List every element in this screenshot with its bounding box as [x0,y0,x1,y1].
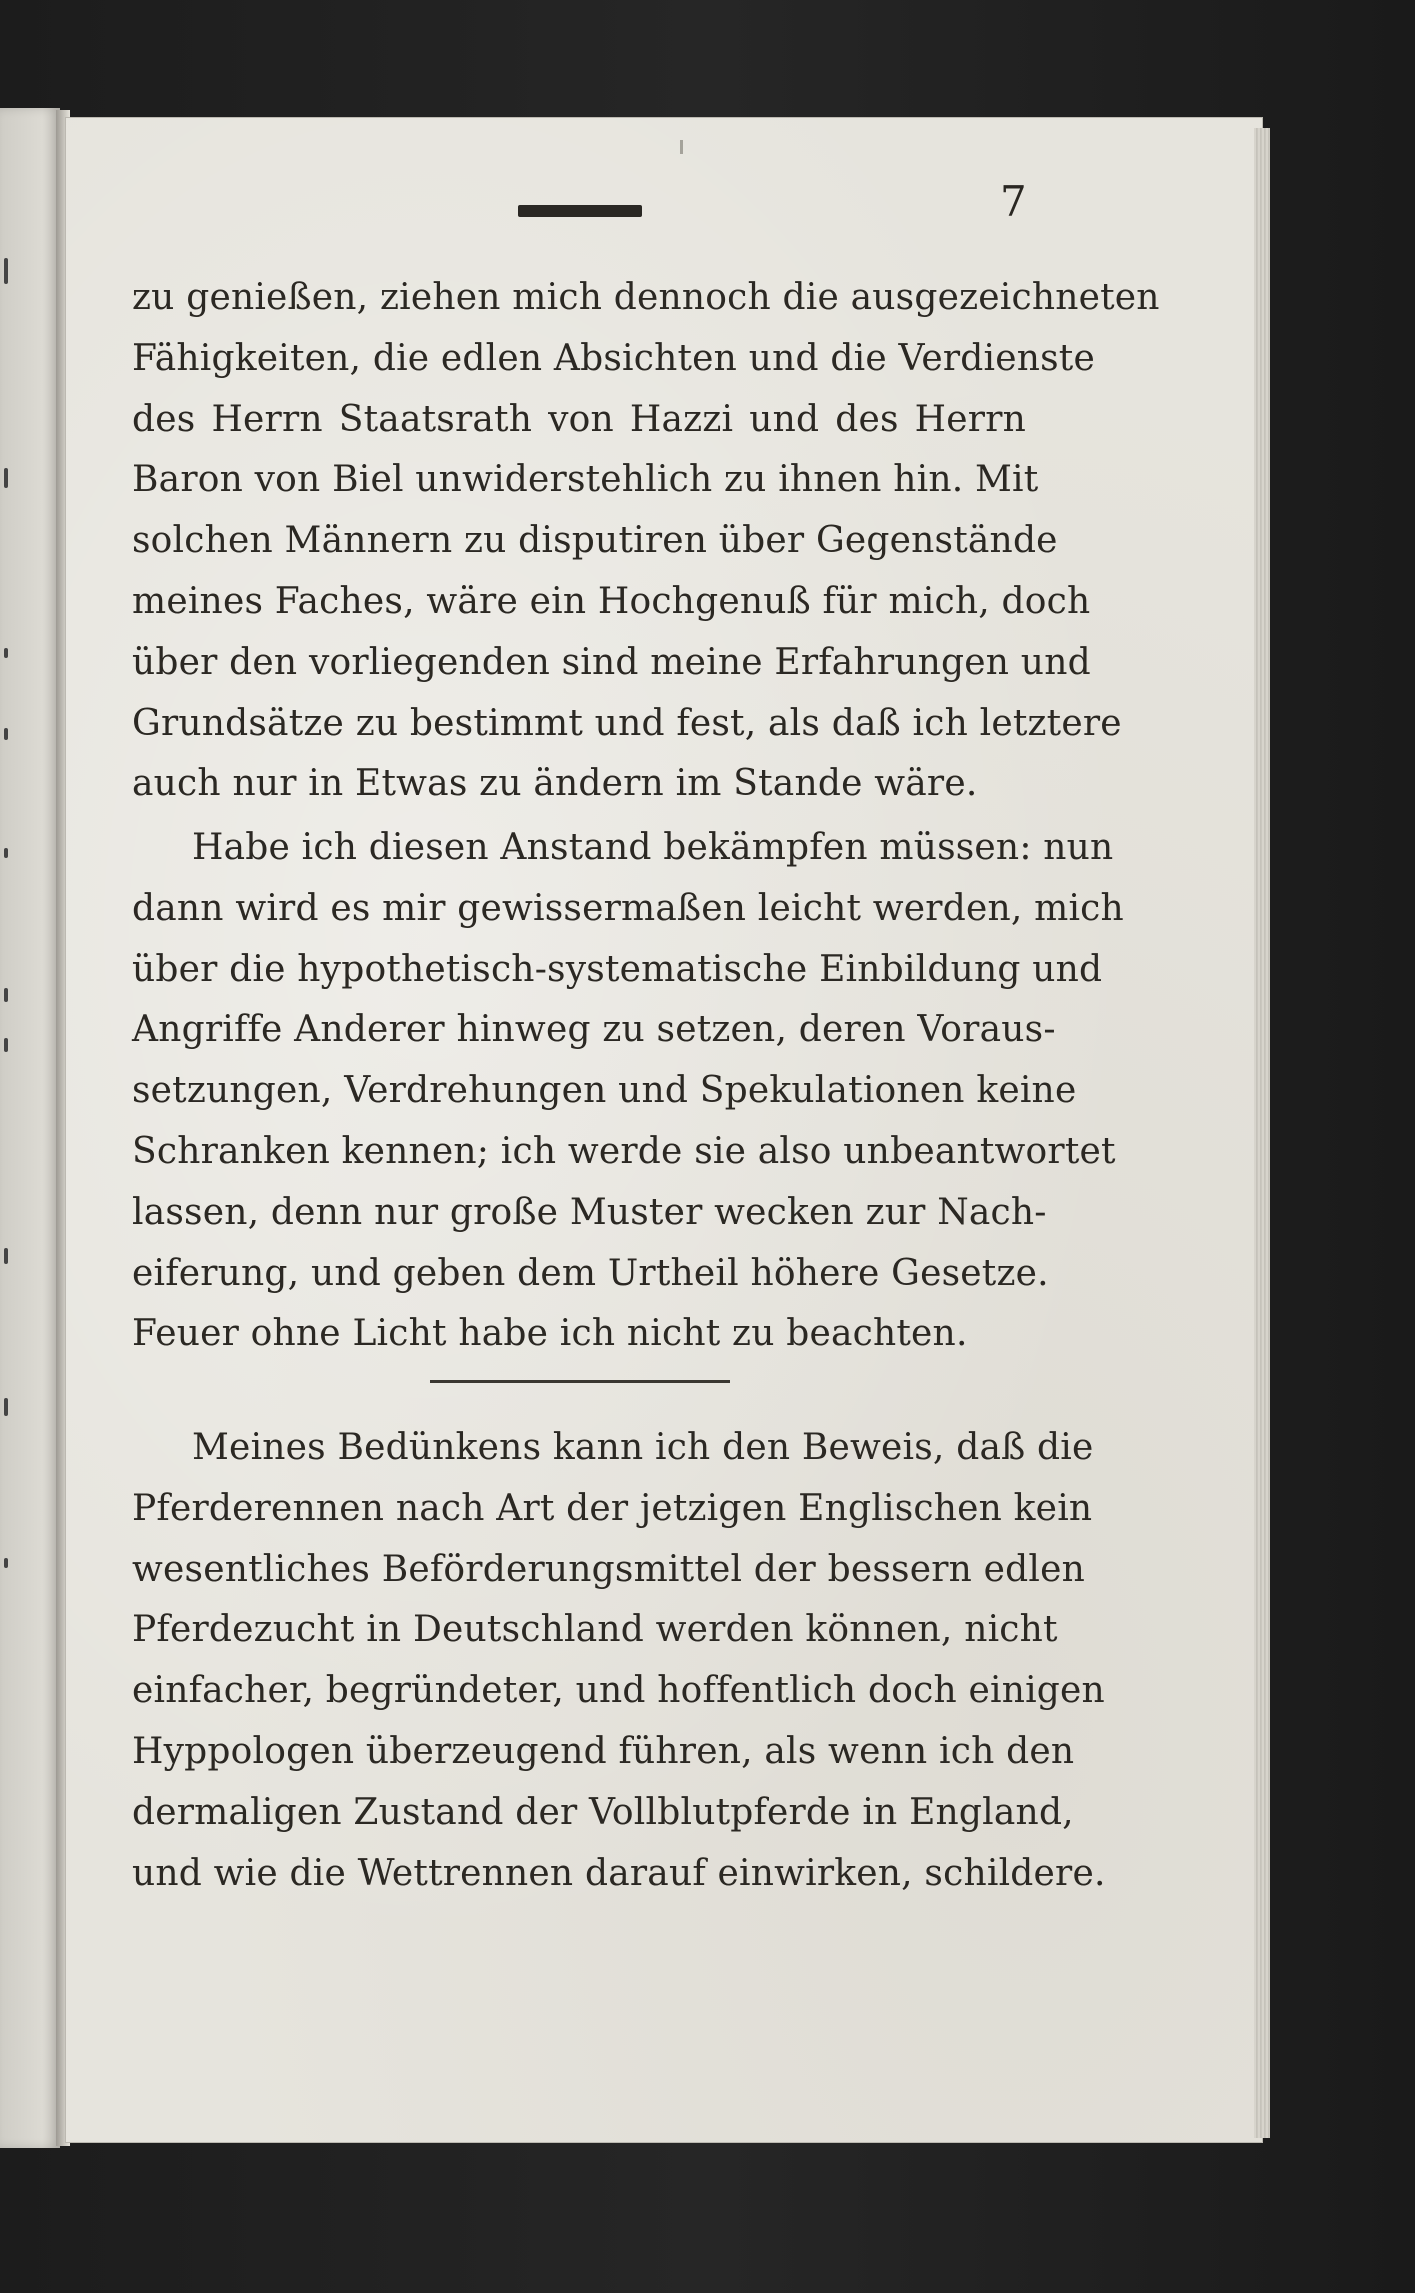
text-line: Schranken kennen; ich werde sie also unbeantwortet [132,1130,1116,1172]
ink-mark [4,1398,8,1416]
ink-mark [4,1558,8,1568]
text-line: dann wird es mir gewissermaßen leicht werden, mich [132,887,1124,929]
ink-mark [4,648,8,658]
ink-mark [4,848,8,858]
text-line: einfacher, begründeter, und hoffentlich doch einigen [132,1670,1105,1712]
text-line: eiferung, und geben dem Urtheil höhere Gesetze. [132,1252,1049,1294]
text-line: und wie die Wettrennen darauf einwirken, schildere. [132,1852,1106,1894]
text-line: wesentliches Beförderungsmittel der bessern edlen [132,1548,1086,1590]
text-line: zu genießen, ziehen mich dennoch die ausgezeichneten [132,277,1160,318]
ink-mark [4,1038,8,1052]
ink-speck [680,140,683,154]
page-edges [1254,128,1270,2138]
text-line: Meines Bedünkens kann ich den Beweis, daß die [192,1427,1094,1468]
running-head-rule [518,205,642,217]
page-number: 7 [1000,177,1027,226]
section-divider [430,1380,730,1383]
ink-mark [4,258,8,284]
paragraph-2 [132,818,1124,1365]
text-line: des Herrn Staatsrath von Hazzi und des Herrn [132,398,1026,440]
ink-mark [4,1248,8,1264]
text-line: über den vorliegenden sind meine Erfahrungen und [132,641,1091,683]
previous-page-edge [0,108,60,2148]
text-line: lassen, denn nur große Muster wecken zur Nach- [132,1191,1047,1233]
text-line: meines Faches, wäre ein Hochgenuß für mich, doch [132,580,1091,622]
text-line: über die hypothetisch-systematische Einbildung und [132,948,1103,990]
text-line: Grundsätze zu bestimmt und fest, als daß ich letztere [132,702,1122,744]
text-line: Baron von Biel unwiderstehlich zu ihnen hin. Mit [132,459,1039,501]
text-line: solchen Männern zu disputiren über Gegenstände [132,520,1058,562]
text-line: Habe ich diesen Anstand bekämpfen müssen: nun [192,827,1114,868]
text-line: auch nur in Etwas zu ändern im Stande wäre. [132,763,978,805]
text-line: Pferdezucht in Deutschland werden können, nicht [132,1609,1058,1651]
text-line: dermaligen Zustand der Vollblutpferde in England, [132,1791,1074,1833]
text-line: Angriffe Anderer hinweg zu setzen, deren Voraus- [132,1009,1056,1051]
text-line: Feuer ohne Licht habe ich nicht zu beachten. [132,1313,968,1355]
text-line: Fähigkeiten, die edlen Absichten und die Verdienste [132,337,1095,379]
text-line: Pferderennen nach Art der jetzigen Englischen kein [132,1487,1093,1529]
paragraph-1 [132,268,1160,815]
ink-mark [4,728,8,740]
ink-mark [4,988,8,1002]
text-line: setzungen, Verdrehungen und Spekulationen keine [132,1070,1077,1112]
text-line: Hyppologen überzeugend führen, als wenn ich den [132,1730,1075,1772]
ink-mark [4,468,8,488]
paragraph-3 [132,1418,1106,1904]
